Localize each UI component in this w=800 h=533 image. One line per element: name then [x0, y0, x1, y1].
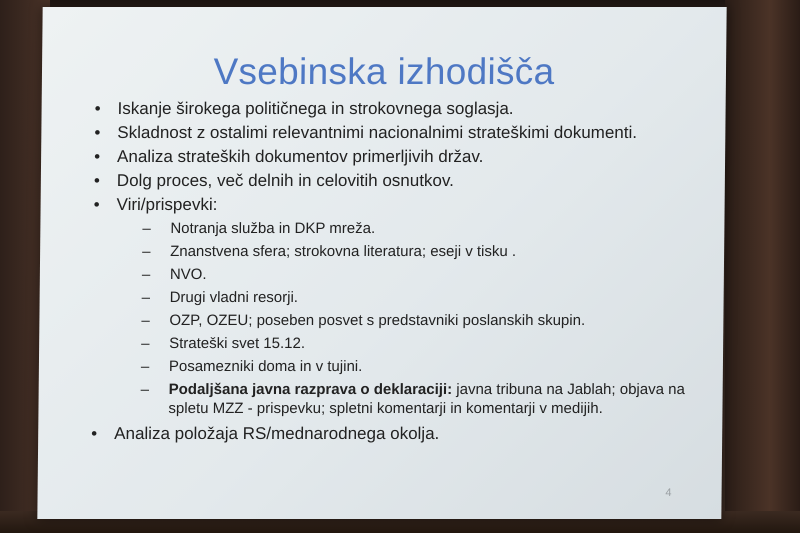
list-item-text: Iskanje širokega političnega in strokovnega soglasja.: [117, 99, 514, 118]
list-item-text: Analiza položaja RS/mednarodnega okolja.: [114, 424, 440, 443]
sub-item-bold-text: Podaljšana javna razprava o deklaraciji:: [168, 381, 453, 398]
sub-item-text: Posamezniki doma in v tujini.: [168, 358, 363, 375]
list-item: [81, 123, 701, 143]
list-item: [81, 171, 701, 191]
list-item-text: Dolg proces, več delnih in celovitih osnutkov.: [116, 171, 454, 190]
list-item-text: Skladnost z ostalimi relevantnimi nacionalnimi strateškimi dokumenti.: [117, 123, 638, 142]
bullet-icon: •: [93, 195, 100, 214]
sub-list-item: [80, 288, 700, 307]
list-item: [81, 147, 701, 167]
sub-list-item: [78, 380, 698, 418]
sub-list-item: [80, 242, 700, 261]
slide-title: Vsebinska izhodišča: [213, 51, 555, 92]
bullet-icon: •: [93, 171, 100, 190]
sub-list-item: [79, 357, 699, 376]
dash-icon: –: [140, 381, 150, 398]
dash-icon: –: [142, 243, 151, 260]
bullet-icon: •: [94, 99, 101, 118]
sub-item-text: NVO.: [169, 266, 207, 283]
sub-item-text: javna tribuna na Jablah; objava na spletu MZZ - prispevku; spletni komentarji in komentarji v medijih.: [168, 381, 685, 417]
list-item-text: Analiza strateških dokumentov primerljivih držav.: [117, 147, 484, 166]
dash-icon: –: [141, 312, 150, 329]
dash-icon: –: [141, 266, 151, 283]
page-number: 4: [665, 487, 672, 499]
bullet-icon: •: [94, 147, 101, 166]
sub-list-item: [80, 219, 700, 238]
sub-list-item: [79, 334, 699, 353]
sub-item-text: Drugi vladni resorji.: [169, 289, 299, 306]
sub-item-text: Notranja služba in DKP mreža.: [170, 220, 376, 237]
list-item-text: Viri/prispevki:: [116, 195, 218, 214]
list-item: [82, 99, 702, 119]
bullet-list: [78, 99, 702, 448]
sub-list-item: [80, 265, 700, 284]
sub-item-text: OZP, OZEU; poseben posvet s predstavniki poslanskih skupin.: [169, 312, 586, 329]
bullet-icon: •: [94, 123, 101, 142]
dash-icon: –: [142, 220, 151, 237]
sub-item-text: Znanstvena sfera; strokovna literatura; eseji v tisku .: [170, 243, 517, 260]
projected-slide: [37, 7, 726, 519]
bullet-icon: •: [91, 424, 98, 443]
list-item: [81, 195, 701, 215]
dash-icon: –: [141, 335, 150, 352]
dash-icon: –: [140, 358, 150, 375]
sub-item-text: Strateški svet 15.12.: [169, 335, 306, 352]
sub-list-item: [79, 311, 699, 330]
room-right: [725, 0, 800, 533]
list-item: [78, 424, 698, 444]
dash-icon: –: [141, 289, 151, 306]
